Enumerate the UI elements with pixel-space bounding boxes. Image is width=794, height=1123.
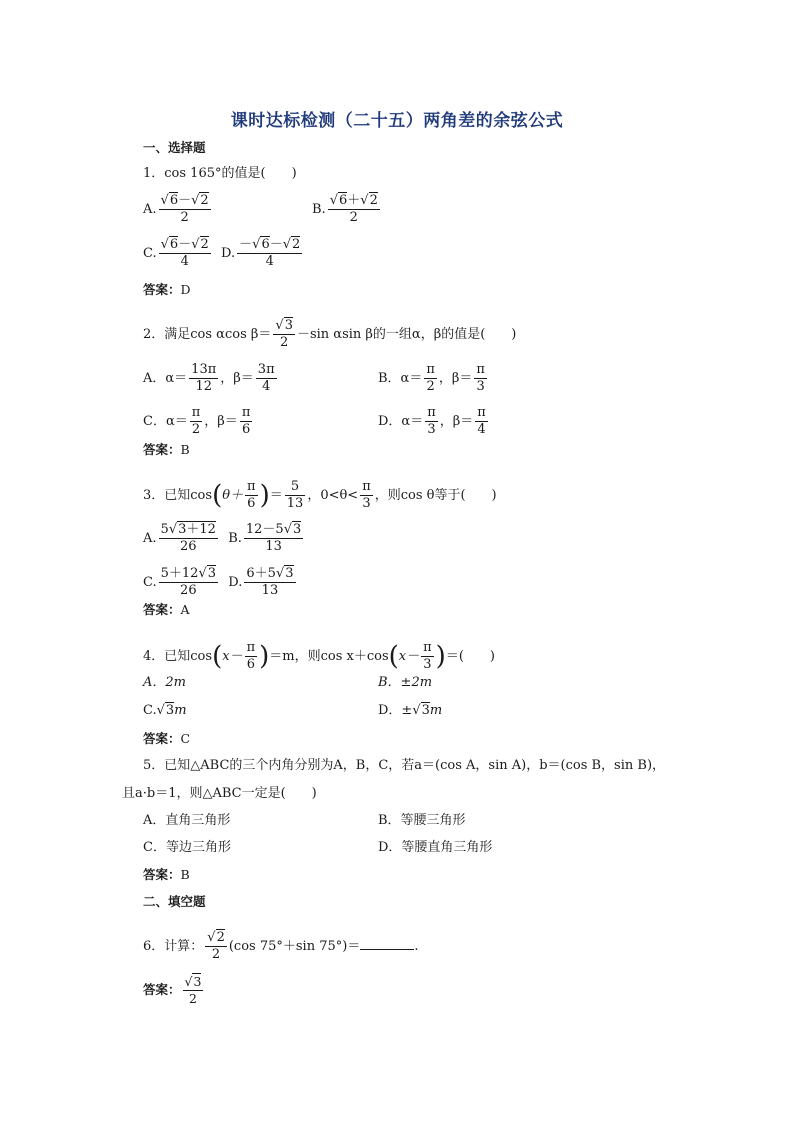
q1-a-label: A.: [143, 202, 157, 217]
q4-pi2: π: [423, 640, 432, 655]
q1-b-n1: 6: [338, 193, 348, 208]
q3-six: 6: [247, 496, 256, 511]
answer-label: 答案：: [143, 282, 181, 297]
q3-c-n2: 3: [207, 566, 217, 581]
q4-c-pre: C.: [143, 703, 157, 718]
q3-theta: θ＋: [222, 488, 244, 503]
q3-cond-frac: [360, 479, 373, 512]
q1-a-frac: $\frac{√6-√2}{2}$: [160, 193, 209, 225]
q2-c-alpha-den: 2: [191, 422, 201, 437]
q2-a-beta-num: 3π: [257, 362, 275, 377]
q1-c-label: C.: [143, 246, 157, 261]
q1-c-frac: $\frac{√6-√2}{4}$: [160, 237, 209, 269]
q4-stem-a: 4．已知cos: [143, 649, 213, 664]
q1-c-den: 4: [180, 254, 189, 269]
q1-d-frac: $\frac{-√6-√2}{4}$: [239, 237, 301, 269]
q2-c-beta-num: π: [241, 405, 251, 420]
q6-frac-num: 2: [216, 930, 225, 945]
q2-frac-num: 3: [284, 318, 293, 333]
q2-stem-a: 2．满足cos αcos β＝: [143, 327, 272, 342]
q5-option-d: D．等腰直角三角形: [378, 840, 493, 855]
q3-eq-num: 5: [285, 479, 306, 496]
q1-a-den: 2: [180, 210, 189, 225]
q2-a-alpha-den: 12: [195, 379, 212, 394]
q4-pi-three: [421, 640, 434, 673]
q4-option-d: D．±√3m: [378, 703, 443, 718]
q4-six: 6: [246, 657, 255, 672]
q1-d-n1: 6: [261, 237, 270, 252]
q2-frac-den: 2: [280, 335, 289, 350]
q2-answer-value: B: [180, 442, 190, 457]
q5-stem-line2: 且a·b＝1，则△ABC一定是( ): [122, 786, 317, 801]
q2-b-label: B．α＝: [378, 371, 423, 386]
q3-pi: π: [247, 479, 256, 494]
q1-answer: [143, 281, 191, 299]
answer-label: 答案：: [143, 867, 181, 882]
q1-b-label: B.: [312, 202, 326, 217]
q1-c-n2: 2: [200, 237, 209, 252]
q6-frac-den: 2: [211, 947, 221, 962]
q3-tail: ，则cos θ等于( ): [374, 488, 497, 503]
q5-answer-value: B: [180, 867, 190, 882]
q3-d-n1: 6＋5: [246, 566, 276, 581]
q3-a-n2: 3＋12: [178, 522, 216, 537]
q2-frac: $\frac{√3}{2}$: [275, 318, 293, 350]
q2-option-c: [143, 405, 254, 438]
q1-stem: 1．cos 165°的值是( ): [143, 166, 297, 181]
q3-b-den: 13: [265, 539, 282, 554]
q3-b-frac: $\frac{12-5√3}{13}$: [245, 522, 302, 554]
q2-c-alpha: [190, 405, 203, 438]
q3-cond-num: π: [362, 479, 371, 494]
q2-a-beta: [256, 362, 277, 395]
answer-label: 答案：: [143, 602, 181, 617]
q5-stem-line1: 5．已知△ABC的三个内角分别为A，B，C，若a＝(cos A，sin A)，b＝(cos B，sin B)，: [143, 758, 666, 773]
q6-stem-a: 6．计算：: [143, 939, 204, 954]
q1-d-label: D.: [221, 246, 236, 261]
q6-ans-num: 3: [193, 974, 202, 989]
q1-b-frac: $\frac{√6+√2}{2}$: [329, 193, 378, 225]
q2-a-beta-label: ，β＝: [220, 371, 254, 386]
q2-stem-b: －sin αsin β的一组α，β的值是( ): [296, 327, 517, 342]
q3-cond-den: 3: [362, 496, 371, 511]
q3-cond: ，0<θ<: [307, 488, 359, 503]
q1-b-den: 2: [349, 210, 358, 225]
q2-c-beta-label: ，β＝: [204, 414, 238, 429]
q2-d-alpha: [425, 405, 438, 438]
q3-d-den: 13: [261, 583, 279, 598]
page-title: 课时达标检测（二十五）两角差的余弦公式: [230, 111, 564, 131]
q4-x-minus2: x－: [398, 649, 420, 664]
q6-frac: $\frac{√2}{2}$: [207, 930, 225, 962]
q4-three: 3: [423, 657, 432, 672]
q4-answer: [143, 730, 190, 748]
q4-pi-six: [245, 640, 258, 673]
answer-label: 答案：: [143, 982, 181, 997]
q4-x-minus: x－: [222, 649, 243, 664]
q6-answer: [143, 974, 205, 1007]
q5-option-a: A．直角三角形: [143, 813, 231, 828]
q2-a-alpha-num: 13π: [191, 362, 217, 377]
q4-eq-m: ＝m，则cos x＋cos: [269, 649, 389, 664]
q6-stem: [143, 930, 418, 963]
section-choice: 一、选择题: [143, 140, 206, 155]
q2-d-beta-num: π: [477, 405, 486, 420]
q6-ans-den: 2: [189, 991, 197, 1006]
q1-option-cd: [143, 237, 304, 270]
q3-a-den: 26: [179, 539, 197, 554]
q4-tail: ＝( ): [445, 649, 495, 664]
q3-c-den: 26: [180, 583, 197, 598]
q2-c-alpha-num: π: [191, 405, 201, 420]
answer-label: 答案：: [143, 442, 181, 457]
q5-answer: [143, 866, 190, 884]
q4-d-rad: 3: [421, 703, 430, 718]
q1-c-n1: 6: [169, 237, 179, 252]
q2-c-beta-den: 6: [241, 422, 251, 437]
q6-answer-frac: $\frac{√3}{2}$: [184, 974, 202, 1006]
q3-d-n2: 3: [285, 566, 294, 581]
q1-a-n1: 6: [169, 193, 179, 208]
q1-option-a: [143, 193, 213, 226]
q4-pi1: π: [246, 640, 256, 655]
q4-d-pre: D．±: [378, 703, 413, 718]
q2-b-beta-den: 3: [476, 379, 485, 394]
q2-b-alpha-num: π: [426, 362, 435, 377]
q6-stem-c: .: [414, 939, 419, 954]
q6-blank: [360, 937, 414, 950]
q1-b-n2: 2: [369, 193, 378, 208]
q3-stem-a: 3．已知cos: [143, 488, 213, 503]
q2-d-alpha-den: 3: [427, 422, 436, 437]
q2-stem: [143, 318, 516, 351]
q1-a-n2: 2: [200, 193, 209, 208]
q2-option-a: [143, 362, 279, 395]
q2-b-alpha-den: 2: [426, 379, 435, 394]
q4-answer-value: C: [180, 731, 191, 746]
q3-options-ab: A. $\frac{5√3+12}{26}$ B. $\frac{12-5√3}{13}$: [143, 522, 302, 554]
q4-d-post: m: [429, 703, 443, 718]
q3-c-frac: $\frac{5+12√3}{26}$: [160, 566, 217, 598]
q4-stem: 4．已知cos(x－ $\frac{\pi}{6}$ )＝m，则cos x＋cos(x－ $\frac{\pi}{3}$ )＝( ): [143, 640, 495, 672]
q4-c-post: m: [174, 703, 187, 718]
q2-b-alpha: [424, 362, 437, 395]
q6-stem-b: (cos 75°＋sin 75°)＝: [228, 939, 361, 954]
q2-b-beta-label: ，β＝: [438, 371, 473, 386]
q3-c-n1: 5＋12: [160, 566, 199, 581]
q3-a-frac: $\frac{5√3+12}{26}$: [160, 522, 216, 554]
q2-b-beta: [474, 362, 487, 395]
q1-d-n2: 2: [292, 237, 301, 252]
q4-option-b: B．±2m: [378, 675, 433, 690]
q2-d-beta: [475, 405, 488, 438]
q4-option-a: A．2m: [143, 675, 186, 690]
q2-option-b: [378, 362, 489, 395]
q5-option-c: C．等边三角形: [143, 840, 231, 855]
q3-b-n1: 12－5: [245, 522, 284, 537]
q2-answer: [143, 441, 190, 459]
q1-answer-value: D: [180, 282, 191, 297]
q2-c-beta: [240, 405, 253, 438]
q3-eq-frac: [285, 479, 306, 512]
q4-c-rad: 3: [165, 703, 175, 718]
q2-a-label: A．α＝: [143, 371, 188, 386]
q3-pi-six: [245, 479, 258, 512]
q4-option-c: C.√3m: [143, 703, 187, 718]
q2-c-label: C．α＝: [143, 414, 188, 429]
q3-answer-value: A: [180, 602, 190, 617]
q3-eq-den: 13: [286, 496, 304, 511]
q1-option-b: [312, 193, 382, 226]
q1-d-den: 4: [265, 254, 274, 269]
q2-a-alpha: [189, 362, 218, 395]
answer-label: 答案：: [143, 731, 181, 746]
q3-d-frac: $\frac{6+5√3}{13}$: [246, 566, 294, 598]
q2-d-beta-label: ，β＝: [439, 414, 474, 429]
q2-d-label: D．α＝: [378, 414, 424, 429]
q2-a-beta-den: 4: [262, 379, 271, 394]
q3-answer: [143, 601, 190, 619]
q2-b-beta-num: π: [476, 362, 485, 377]
q2-d-alpha-num: π: [427, 405, 436, 420]
section-fill: 二、填空题: [143, 894, 206, 909]
q5-option-b: B．等腰三角形: [378, 813, 466, 828]
q2-option-d: [378, 405, 490, 438]
q2-d-beta-den: 4: [477, 422, 486, 437]
q3-a-n1: 5: [160, 522, 169, 537]
q3-b-n2: 3: [293, 522, 302, 537]
q3-options-cd: C. $\frac{5+12√3}{26}$ D. $\frac{6+5√3}{13}$: [143, 566, 294, 598]
q3-stem: 3．已知cos(θ＋ $\frac{\pi}{6}$ )＝ $\frac{5}{13}$ ，0<θ< $\frac{\pi}{3}$ ，则cos θ等于( ): [143, 479, 497, 511]
